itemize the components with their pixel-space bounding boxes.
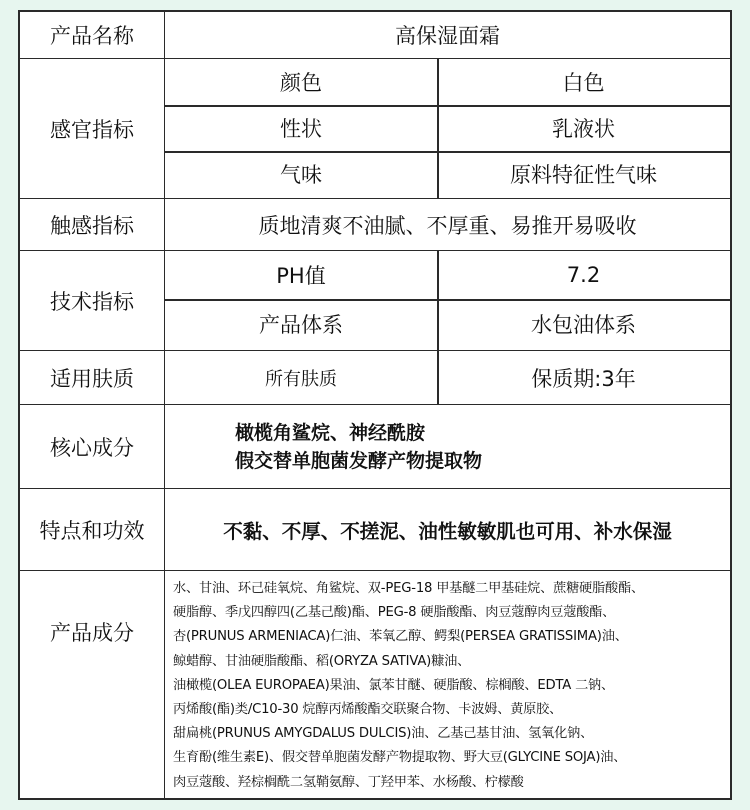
- row-features: [20, 488, 730, 570]
- row-ingredients: [20, 570, 730, 798]
- ingredients-line: 鲸蜡醇、甘油硬脂酸酯、稻(ORYZA SATIVA)糠油、: [173, 653, 471, 669]
- ingredients-line: 杏(PRUNUS ARMENIACA)仁油、苯氧乙醇、鳄梨(PERSEA GRATISSIMA)油、: [173, 629, 628, 645]
- shelf-life-value: 保质期:3年: [531, 366, 636, 391]
- row-sensory: [20, 58, 730, 198]
- features-value: 不黏、不厚、不搓泥、油性敏敏肌也可用、补水保湿: [223, 519, 672, 543]
- sensory-texture-name: 性状: [280, 117, 322, 141]
- skin-type-value: 所有肤质: [265, 368, 337, 390]
- label-touch: 触感指标: [20, 199, 165, 250]
- row-skin-type: [20, 350, 730, 404]
- row-touch: [20, 198, 730, 250]
- ingredients-line: 丙烯酸(酯)类/C10-30 烷醇丙烯酸酯交联聚合物、卡波姆、黄原胶、: [173, 701, 563, 717]
- row-core-ingredients: [20, 404, 730, 488]
- sensory-texture-value: 乳液状: [552, 117, 615, 141]
- ingredients-line: 硬脂醇、季戊四醇四(乙基己酸)酯、PEG-8 硬脂酸酯、肉豆蔻醇肉豆蔻酸酯、: [173, 605, 616, 621]
- technical-ph-value: 7.2: [566, 263, 601, 287]
- core-ingredients-line: 橄榄角鲨烷、神经酰胺: [235, 422, 426, 444]
- ingredients-line: 油橄榄(OLEA EUROPAEA)果油、氯苯甘醚、硬脂酸、棕榈酸、EDTA 二钠、: [173, 677, 615, 693]
- label-skin-type: 适用肤质: [20, 351, 165, 404]
- label-core-ingredients: 核心成分: [20, 405, 165, 488]
- label-ingredients: 产品成分: [20, 571, 165, 798]
- label-features: 特点和功效: [20, 489, 165, 570]
- label-product-name: 产品名称: [20, 12, 165, 58]
- touch-value: 质地清爽不油腻、不厚重、易推开易吸收: [258, 213, 637, 238]
- sensory-smell-value: 原料特征性气味: [510, 163, 657, 187]
- label-sensory: 感官指标: [20, 59, 165, 198]
- core-ingredients-line: 假交替单胞菌发酵产物提取物: [235, 450, 483, 472]
- ingredients-list: [173, 577, 724, 795]
- row-technical: [20, 250, 730, 350]
- row-product-name: [20, 12, 730, 58]
- sensory-color-value: 白色: [562, 71, 605, 95]
- ingredients-line: 肉豆蔻酸、羟棕榈酰二氢鞘氨醇、丁羟甲苯、水杨酸、柠檬酸: [173, 774, 524, 790]
- technical-system-name: 产品体系: [259, 313, 343, 337]
- ingredients-line: 生育酚(维生素E)、假交替单胞菌发酵产物提取物、野大豆(GLYCINE SOJA)油、: [173, 750, 627, 766]
- ingredients-line: 甜扁桃(PRUNUS AMYGDALUS DULCIS)油、乙基己基甘油、氢氧化钠、: [173, 726, 594, 742]
- product-name-value: 高保湿面霜: [395, 24, 500, 48]
- sensory-smell-name: 气味: [280, 163, 322, 187]
- sensory-color-name: 颜色: [280, 71, 322, 95]
- label-technical: 技术指标: [20, 251, 165, 350]
- technical-system-value: 水包油体系: [531, 313, 636, 337]
- ingredients-line: 水、甘油、环己硅氧烷、角鲨烷、双-PEG-18 甲基醚二甲基硅烷、蔗糖硬脂酸酯、: [173, 581, 644, 596]
- product-spec-table: [18, 10, 732, 800]
- technical-ph-name: PH值: [276, 264, 326, 288]
